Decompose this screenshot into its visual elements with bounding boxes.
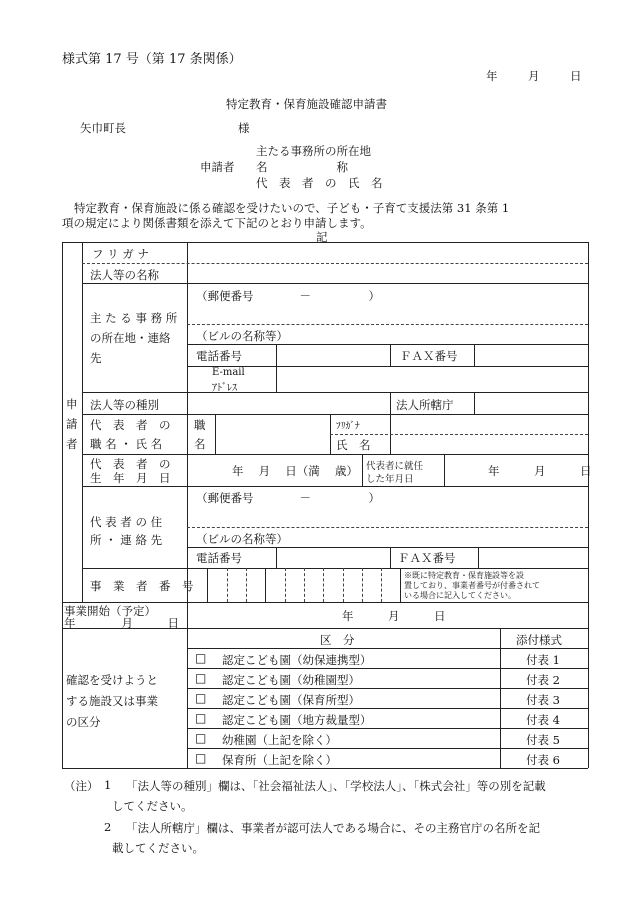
label-rep-address-1: 代 表 者 の 住 bbox=[90, 515, 163, 529]
label-rep-since-1: 代表者に就任 bbox=[366, 461, 424, 472]
label-rep-address-2: 所 ・ 連 絡 先 bbox=[90, 533, 163, 547]
label-office-fax: ＦＡＸ番号 bbox=[400, 349, 458, 363]
office-postal-field[interactable]: （郵便番号 － ） bbox=[196, 289, 380, 303]
category-checkbox-6[interactable]: □ bbox=[195, 751, 207, 765]
applicant-field-name: 名 称 bbox=[256, 160, 348, 174]
note-2-line-1: 「法人所轄庁」欄は、事業者が認可法人である場合に、その主務官庁の名所を記 bbox=[126, 821, 540, 835]
office-building-field[interactable]: （ビルの名称等） bbox=[196, 329, 288, 343]
corp-name-field[interactable] bbox=[188, 265, 587, 282]
note-2-number: 2 bbox=[104, 820, 112, 834]
applicant-field-representative: 代 表 者 の 氏 名 bbox=[256, 176, 383, 190]
attachment-label-6: 付表 6 bbox=[526, 753, 560, 767]
label-email-2: ｱﾄﾞﾚｽ bbox=[212, 383, 237, 394]
intro-line-2: 項の規定により関係書類を添えて下記のとおり申請します。 bbox=[62, 216, 372, 230]
page-title: 特定教育・保育施設確認申請書 bbox=[226, 97, 387, 111]
label-rep-name-1: 代 表 者 の bbox=[90, 418, 171, 432]
category-label-4: 認定こども園（地方裁量型） bbox=[222, 713, 372, 727]
notes-prefix: （注） bbox=[64, 779, 99, 793]
rep-postal-field[interactable]: （郵便番号 － ） bbox=[196, 491, 380, 505]
category-checkbox-2[interactable]: □ bbox=[195, 671, 207, 685]
label-rep-birth-2: 生 年 月 日 bbox=[90, 471, 171, 485]
attachment-header: 添付様式 bbox=[516, 633, 562, 647]
label-corp-type: 法人等の種別 bbox=[90, 398, 159, 412]
label-office-address-1: 主 た る 事 務 所 bbox=[90, 311, 178, 325]
label-shimei: 氏 名 bbox=[336, 438, 371, 452]
category-label-2: 認定こども園（幼稚園型） bbox=[222, 673, 360, 687]
birth-date-field[interactable]: 年 月 日（満 歳） bbox=[232, 464, 358, 478]
label-email-1: E-mail bbox=[212, 367, 245, 378]
attachment-label-1: 付表 1 bbox=[526, 653, 560, 667]
label-office-tel: 電話番号 bbox=[196, 349, 242, 363]
label-mei: 名 bbox=[194, 437, 206, 451]
category-label-1: 認定こども園（幼保連携型） bbox=[222, 653, 372, 667]
category-label-5: 幼稚園（上記を除く） bbox=[222, 733, 337, 747]
business-number-note-1: ※既に特定教育・保育施設等を設 bbox=[404, 571, 524, 580]
label-rep-fax: ＦＡＸ番号 bbox=[398, 551, 456, 565]
label-shoku: 職 bbox=[194, 418, 206, 432]
attachment-label-4: 付表 4 bbox=[526, 713, 560, 727]
form-number: 様式第 17 号（第 17 条関係） bbox=[62, 52, 242, 67]
date-month-label: 月 bbox=[528, 69, 540, 83]
label-rep-since-2: した年月日 bbox=[366, 474, 414, 485]
side-label-1: 申 bbox=[66, 397, 78, 411]
category-label-6: 保育所（上記を除く） bbox=[222, 753, 337, 767]
addressee: 矢巾町長 bbox=[80, 121, 126, 135]
attachment-label-5: 付表 5 bbox=[526, 733, 560, 747]
note-1-line-2: してください。 bbox=[112, 799, 193, 813]
date-day-label: 日 bbox=[570, 69, 582, 83]
label-category-2: する施設又は事業 bbox=[66, 694, 158, 708]
since-date-field[interactable]: 年 月 日 bbox=[488, 464, 592, 478]
label-office-address-3: 先 bbox=[90, 351, 102, 365]
label-furigana: フ リ ガ ナ bbox=[92, 247, 149, 261]
category-checkbox-5[interactable]: □ bbox=[195, 731, 207, 745]
label-rep-birth-1: 代 表 者 の bbox=[90, 457, 171, 471]
rep-building-field[interactable]: （ビルの名称等） bbox=[196, 532, 288, 546]
category-checkbox-3[interactable]: □ bbox=[195, 691, 207, 705]
label-rep-name-2: 職 名 ・ 氏 名 bbox=[90, 437, 163, 451]
label-category-1: 確認を受けようと bbox=[66, 673, 158, 687]
ki-label: 記 bbox=[316, 230, 328, 244]
category-checkbox-4[interactable]: □ bbox=[195, 711, 207, 725]
date-year-label: 年 bbox=[486, 69, 498, 83]
applicant-label: 申請者 bbox=[200, 160, 235, 174]
label-business-number: 事 業 者 番 号 bbox=[90, 579, 194, 593]
category-label-3: 認定こども園（保育所型） bbox=[222, 693, 360, 707]
start-date-field[interactable]: 年 月 日 bbox=[342, 609, 446, 623]
label-category-3: の区分 bbox=[66, 715, 101, 729]
side-label-3: 者 bbox=[66, 437, 78, 451]
category-checkbox-1[interactable]: □ bbox=[195, 651, 207, 665]
attachment-label-2: 付表 2 bbox=[526, 673, 560, 687]
label-office-address-2: の所在地・連絡 bbox=[90, 331, 171, 345]
applicant-field-address: 主たる事務所の所在地 bbox=[256, 144, 371, 158]
label-rep-furigana: ﾌﾘｶﾞﾅ bbox=[336, 421, 360, 432]
furigana-field[interactable] bbox=[188, 244, 587, 262]
note-1-number: 1 bbox=[104, 778, 112, 792]
label-corp-name: 法人等の名称 bbox=[90, 268, 159, 282]
category-header: 区 分 bbox=[320, 633, 355, 647]
honorific: 様 bbox=[238, 121, 250, 135]
business-number-note-2: 置しており、事業者番号が付番されて bbox=[404, 581, 540, 590]
note-1-line-1: 「法人等の種別」欄は、「社会福祉法人」、「学校法人」、「株式会社」等の別を記載 bbox=[126, 779, 546, 793]
business-number-note-3: いる場合に記入してください。 bbox=[404, 591, 516, 600]
label-rep-tel: 電話番号 bbox=[196, 551, 242, 565]
intro-line-1: 特定教育・保育施設に係る確認を受けたいので、子ども・子育て支援法第 31 条第 1 bbox=[74, 201, 510, 215]
label-start-date-1: 事業開始（予定） bbox=[64, 604, 156, 618]
attachment-label-3: 付表 3 bbox=[526, 693, 560, 707]
label-corp-authority: 法人所轄庁 bbox=[396, 398, 454, 412]
note-2-line-2: 載してください。 bbox=[112, 841, 204, 855]
label-start-date-2: 年 月 日 bbox=[64, 616, 179, 630]
side-label-2: 請 bbox=[66, 417, 78, 431]
